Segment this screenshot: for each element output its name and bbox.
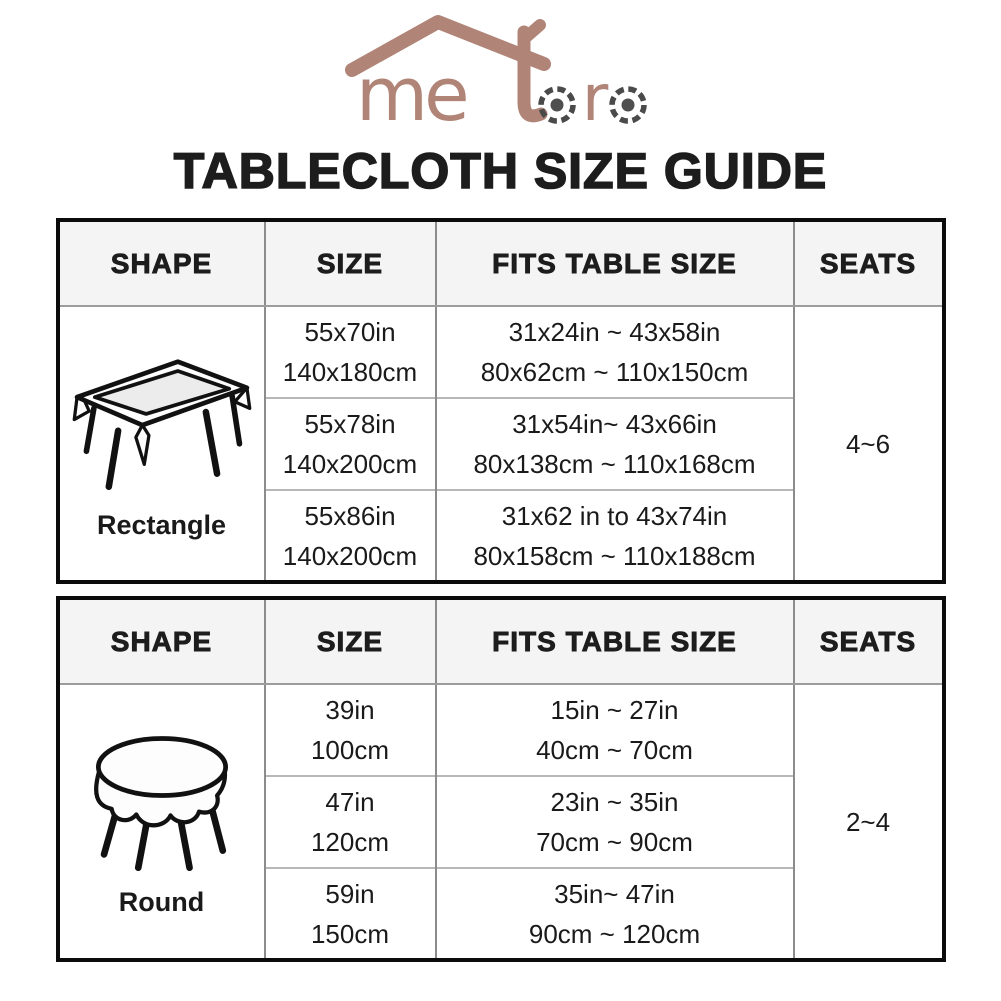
shape-label: Rectangle: [96, 509, 227, 540]
size-in: 55x70in: [304, 317, 396, 347]
fits-in: 35in~ 47in: [554, 878, 675, 909]
logo-text-r: r: [582, 62, 609, 136]
size-in: 39in: [325, 695, 375, 725]
header-row: [58, 598, 944, 684]
size-cell: [265, 398, 436, 490]
wheel-icon: [612, 89, 644, 121]
seats-cell: 4~6: [794, 306, 944, 582]
header-seats: SEATS: [794, 220, 944, 306]
size-cm: 140x200cm: [282, 540, 418, 571]
fits-cm: 40cm ~ 70cm: [536, 735, 693, 765]
size-cell: [265, 306, 436, 398]
rectangle-size-table: [56, 218, 946, 584]
header-seats: SEATS: [794, 598, 944, 684]
seats-cell: 2~4: [794, 684, 944, 960]
size-cell: [265, 684, 436, 776]
round-size-table: [56, 596, 946, 962]
header-fits: FITS TABLE SIZE: [436, 220, 794, 306]
fits-cell: [436, 306, 794, 398]
page-title: TABLECLOTH SIZE GUIDE: [173, 143, 828, 199]
shape-cell: [58, 684, 265, 960]
header-fits: FITS TABLE SIZE: [436, 598, 794, 684]
size-in: 47in: [325, 787, 375, 817]
round-table-icon: [67, 727, 257, 883]
size-cm: 100cm: [310, 735, 390, 765]
brand-logo-graphic: [328, 8, 673, 142]
shape-cell: [58, 306, 265, 582]
logo-text-me: me: [356, 52, 466, 138]
fits-in: 15in ~ 27in: [550, 695, 679, 725]
fits-cell: [436, 868, 794, 960]
size-cell: [265, 868, 436, 960]
size-cm: 150cm: [310, 918, 390, 949]
fits-cm: 90cm ~ 120cm: [528, 918, 701, 949]
fits-cm: 70cm ~ 90cm: [536, 827, 693, 857]
header-size: SIZE: [265, 598, 436, 684]
rectangle-table-icon: [64, 348, 260, 506]
size-cm: 140x200cm: [282, 449, 418, 479]
size-in: 55x78in: [304, 409, 396, 439]
header-shape: SHAPE: [58, 598, 265, 684]
fits-in: 31x54in~ 43x66in: [512, 409, 717, 439]
size-cell: [265, 490, 436, 582]
table-row: [58, 684, 944, 776]
brand-logo: [0, 0, 1001, 140]
fits-in: 23in ~ 35in: [550, 787, 679, 817]
fits-cell: [436, 684, 794, 776]
size-cell: [265, 776, 436, 868]
size-cm: 120cm: [310, 827, 390, 857]
shape-label: Round: [118, 886, 205, 917]
fits-cell: [436, 776, 794, 868]
header-size: SIZE: [265, 220, 436, 306]
fits-in: 31x24in ~ 43x58in: [508, 317, 721, 347]
fits-cell: [436, 398, 794, 490]
header-row: [58, 220, 944, 306]
fits-in: 31x62 in to 43x74in: [501, 500, 728, 531]
size-in: 59in: [325, 878, 375, 909]
fits-cell: [436, 490, 794, 582]
fits-cm: 80x62cm ~ 110x150cm: [480, 357, 749, 387]
size-cm: 140x180cm: [282, 357, 418, 387]
fits-cm: 80x138cm ~ 110x168cm: [473, 449, 756, 479]
table-row: [58, 306, 944, 398]
header-shape: SHAPE: [58, 220, 265, 306]
size-in: 55x86in: [304, 500, 396, 531]
fits-cm: 80x158cm ~ 110x188cm: [473, 540, 756, 571]
